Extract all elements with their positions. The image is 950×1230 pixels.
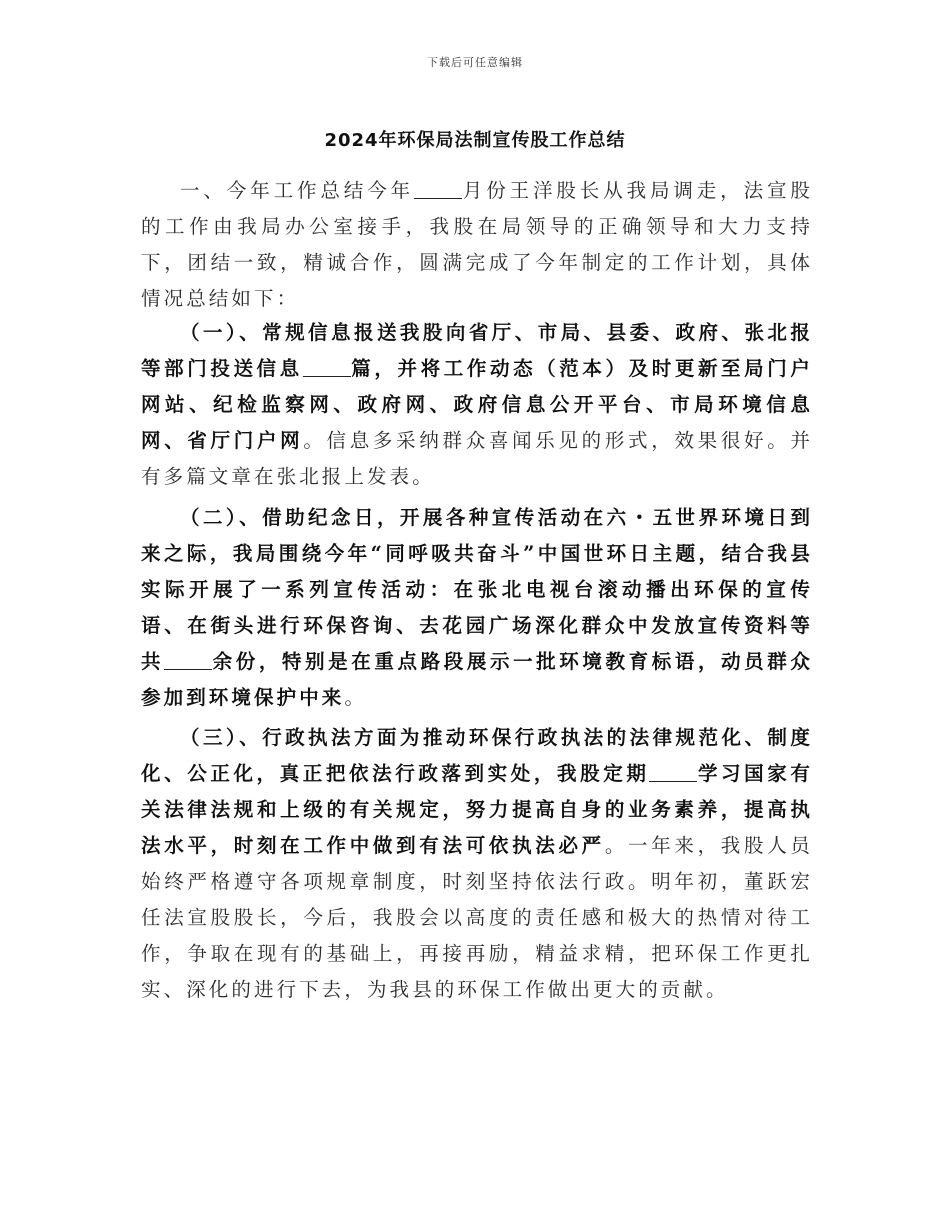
section-2-bold-text-1: （二）、借助纪念日，开展各种宣传活动在六・五世界环境日到来之际，我局围绕今年“同呼吸共奋斗”中国世环日主题，结合我县实际开展了一系列宣传活动：在张北电视台滚动播出环保的宣传语、在街头进行环保咨询、去花园广场深化群众中发放宣传资料等共 — [141, 506, 813, 673]
blank-line — [414, 180, 462, 199]
header-note: 下载后可任意编辑 — [427, 56, 523, 69]
section-3-bold-text-2: 学习国家有关法律法规和上级的有关规定，努力提高自身的业务素养，提高执法水平，时刻在工作中做到有法可依执法必严 — [141, 762, 813, 857]
section-3-normal-text: 。一年来，我股人员始终严格遵守各项规章制度，时刻坚持依法行政。明年初，董跃宏任法宣股股长，今后，我股会以高度的责任感和极大的热情对待工作，争取在现有的基础上，再接再励，精益求精，把环保工作更扎实、深化的进行下去，为我县的环保工作做出更大的贡献。 — [141, 834, 813, 1001]
paragraph-section-1 — [141, 315, 813, 495]
blank-line — [649, 763, 697, 782]
section-1-normal-text: 。信息多采纳群众喜闻乐见的形式，效果很好。并有多篇文章在张北报上发表。 — [141, 429, 814, 488]
section-1-bold-text-1: （一）、常规信息报送我股向省厅、市局、县委、政府、张北报等部门投送信息 — [141, 321, 813, 380]
section-2-bold-text-2: 余份，特别是在重点路段展示一批环境教育标语，动员群众参加到环境保护中来 — [141, 650, 813, 709]
paragraph-section-3 — [141, 720, 813, 1008]
section-2-normal-text: 。 — [344, 686, 368, 709]
blank-line — [303, 358, 351, 377]
paragraph-intro-text-1: 一、今年工作总结今年 — [180, 179, 414, 202]
blank-line — [164, 651, 212, 670]
paragraph-intro — [141, 173, 813, 317]
document-title: 2024年环保局法制宣传股工作总结 — [324, 130, 626, 151]
paragraph-section-2 — [141, 500, 813, 716]
paragraph-intro-text-2: 月份王洋股长从我局调走，法宣股的工作由我局办公室接手，我股在局领导的正确领导和大力支持下，团结一致，精诚合作，圆满完成了今年制定的工作计划，具体情况总结如下： — [141, 179, 813, 310]
section-3-bold-text-1: （三）、行政执法方面为推动环保行政执法的法律规范化、制度化、公正化，真正把依法行政落到实处，我股定期 — [141, 726, 813, 785]
section-1-bold-text-2: 篇，并将工作动态（范本）及时更新至局门户网站、纪检监察网、政府网、政府信息公开平台、市局环境信息网、省厅门户网 — [141, 357, 813, 452]
